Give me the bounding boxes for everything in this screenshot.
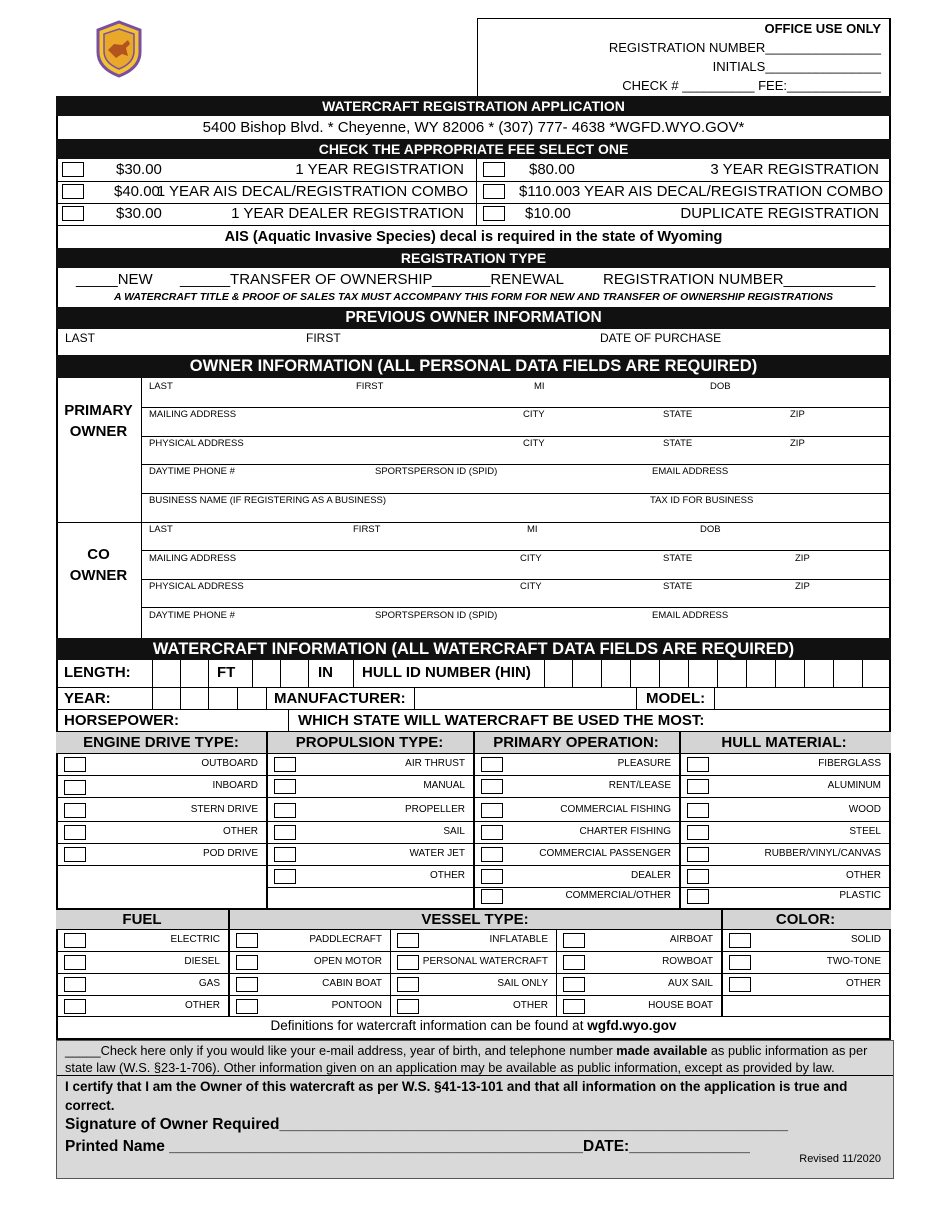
public-info-text: _____Check here only if you would like your e-mail address, year of birth, and telephone number bbox=[65, 1043, 617, 1058]
vessel-option-house-boat[interactable] bbox=[557, 996, 721, 1018]
option-label: TWO-TONE bbox=[826, 956, 881, 967]
primary-physical-field[interactable]: PHYSICAL ADDRESS bbox=[149, 438, 244, 449]
propulsion-heading: PROPULSION TYPE: bbox=[295, 734, 444, 751]
primary-owner-label-1: PRIMARY bbox=[64, 402, 133, 419]
vessel-option-paddlecraft[interactable] bbox=[230, 930, 390, 952]
engine-outboard-checkbox[interactable] bbox=[64, 757, 86, 772]
option-label: ROWBOAT bbox=[662, 956, 713, 967]
model-label: MODEL: bbox=[646, 690, 706, 707]
primary-dob-field[interactable]: DOB bbox=[710, 381, 731, 392]
co-physical-city[interactable]: CITY bbox=[520, 581, 542, 592]
printed-name-date-line[interactable]: Printed Name ________________________________________________DATE:______________ bbox=[65, 1138, 750, 1155]
option-label: WOOD bbox=[848, 804, 881, 815]
option-label: ALUMINUM bbox=[827, 780, 881, 791]
prev-owner-date-label: DATE OF PURCHASE bbox=[600, 331, 722, 345]
public-info-text-2: as public information as per state law (W.S. §23-1-706). Other information given on an application may be available as public information, except as provided by law. bbox=[65, 1043, 868, 1075]
color-other-checkbox[interactable] bbox=[729, 977, 751, 992]
propulsion-manual-checkbox[interactable] bbox=[274, 779, 296, 794]
option-label: COMMERCIAL/OTHER bbox=[565, 890, 671, 901]
fee-option-1yr-ais[interactable] bbox=[56, 181, 476, 203]
fee-heading: CHECK THE APPROPRIATE FEE SELECT ONE bbox=[56, 139, 891, 159]
operation-option-dealer[interactable] bbox=[475, 866, 679, 888]
option-label: STERN DRIVE bbox=[190, 804, 258, 815]
co-owner-label-2: OWNER bbox=[69, 567, 128, 584]
hin-label: HULL ID NUMBER (HIN) bbox=[362, 664, 531, 681]
option-label: FIBERGLASS bbox=[818, 758, 881, 769]
fee-1yr-ais-checkbox[interactable] bbox=[62, 184, 84, 199]
engine-option-other[interactable] bbox=[58, 822, 266, 844]
propulsion-option-manual[interactable] bbox=[268, 776, 473, 798]
color-solid-checkbox[interactable] bbox=[729, 933, 751, 948]
color-two-tone-checkbox[interactable] bbox=[729, 955, 751, 970]
engine-option-pod[interactable] bbox=[58, 844, 266, 866]
vessel-option-rowboat[interactable] bbox=[557, 952, 721, 974]
co-physical-state[interactable]: STATE bbox=[663, 581, 693, 592]
office-reg-number: REGISTRATION NUMBER________________ bbox=[608, 40, 881, 55]
option-label: WATER JET bbox=[409, 848, 465, 859]
manufacturer-label: MANUFACTURER: bbox=[274, 690, 406, 707]
horsepower-label: HORSEPOWER: bbox=[64, 712, 180, 729]
color-heading: COLOR: bbox=[775, 911, 836, 928]
fee-label: 1 YEAR DEALER REGISTRATION bbox=[231, 205, 464, 222]
option-label: SOLID bbox=[850, 934, 881, 945]
ft-label: FT bbox=[217, 664, 236, 681]
primary-spid-field[interactable]: SPORTSPERSON ID (SPID) bbox=[375, 466, 498, 477]
fuel-electric-checkbox[interactable] bbox=[64, 933, 86, 948]
vessel-option-other[interactable] bbox=[391, 996, 556, 1018]
propulsion-option-other[interactable] bbox=[268, 866, 473, 888]
propulsion-option-sail[interactable] bbox=[268, 822, 473, 844]
fee-3yr-checkbox[interactable] bbox=[483, 162, 505, 177]
vessel-airboat-checkbox[interactable] bbox=[563, 933, 585, 948]
operation-option-comm-other[interactable] bbox=[475, 886, 679, 908]
option-label: PLASTIC bbox=[839, 890, 881, 901]
hull-aluminum-checkbox[interactable] bbox=[687, 779, 709, 794]
primary-owner-label-2: OWNER bbox=[69, 423, 128, 440]
propulsion-sail-checkbox[interactable] bbox=[274, 825, 296, 840]
vessel-cabin-checkbox[interactable] bbox=[236, 977, 258, 992]
in-label: IN bbox=[318, 664, 333, 681]
office-use-box bbox=[477, 18, 891, 96]
hull-option-wood[interactable] bbox=[681, 800, 889, 822]
hull-heading: HULL MATERIAL: bbox=[721, 734, 847, 751]
hull-option-steel[interactable] bbox=[681, 822, 889, 844]
engine-option-inboard[interactable] bbox=[58, 776, 266, 798]
reg-type-reg-number[interactable]: REGISTRATION NUMBER___________ bbox=[603, 271, 876, 288]
primary-physical-state[interactable]: STATE bbox=[663, 438, 693, 449]
option-label: OTHER bbox=[846, 978, 881, 989]
option-label: DEALER bbox=[630, 870, 671, 881]
vessel-other-checkbox[interactable] bbox=[397, 999, 419, 1014]
reg-type-renewal[interactable]: _______RENEWAL bbox=[432, 271, 565, 288]
fee-option-1yr[interactable] bbox=[56, 159, 476, 181]
hull-option-rubber[interactable] bbox=[681, 844, 889, 866]
propulsion-option-propeller[interactable] bbox=[268, 800, 473, 822]
fee-option-3yr-ais[interactable] bbox=[477, 181, 891, 203]
hull-fiberglass-checkbox[interactable] bbox=[687, 757, 709, 772]
operation-option-pleasure[interactable] bbox=[475, 754, 679, 776]
co-mailing-field[interactable]: MAILING ADDRESS bbox=[149, 553, 237, 564]
engine-inboard-checkbox[interactable] bbox=[64, 780, 86, 795]
vessel-option-inflatable[interactable] bbox=[391, 930, 556, 952]
co-mailing-state[interactable]: STATE bbox=[663, 553, 693, 564]
fuel-gas-checkbox[interactable] bbox=[64, 977, 86, 992]
primary-physical-zip[interactable]: ZIP bbox=[790, 438, 805, 449]
propulsion-option-air[interactable] bbox=[268, 754, 473, 776]
option-label: PONTOON bbox=[331, 1000, 382, 1011]
fee-label: 1 YEAR AIS DECAL/REGISTRATION COMBO bbox=[156, 183, 468, 200]
option-label: OUTBOARD bbox=[201, 758, 258, 769]
vessel-open-motor-checkbox[interactable] bbox=[236, 955, 258, 970]
primary-first-field[interactable]: FIRST bbox=[356, 381, 384, 392]
public-info-bold: made available bbox=[616, 1043, 708, 1058]
operation-comm-fishing-checkbox[interactable] bbox=[481, 803, 503, 818]
reg-type-heading: REGISTRATION TYPE bbox=[56, 248, 891, 268]
fuel-diesel-checkbox[interactable] bbox=[64, 955, 86, 970]
prev-owner-first-label: FIRST bbox=[306, 331, 341, 345]
hull-steel-checkbox[interactable] bbox=[687, 825, 709, 840]
propulsion-air-checkbox[interactable] bbox=[274, 757, 296, 772]
co-first-field[interactable]: FIRST bbox=[353, 524, 381, 535]
option-label: OTHER bbox=[223, 826, 258, 837]
fuel-option-other[interactable] bbox=[58, 996, 228, 1018]
option-label: OTHER bbox=[846, 870, 881, 881]
option-label: PROPELLER bbox=[404, 804, 465, 815]
prev-owner-last-label: LAST bbox=[65, 331, 96, 345]
fee-1yr-checkbox[interactable] bbox=[62, 162, 84, 177]
option-label: AIRBOAT bbox=[669, 934, 713, 945]
operation-option-rent[interactable] bbox=[475, 776, 679, 798]
vessel-heading: VESSEL TYPE: bbox=[421, 911, 529, 928]
option-label: INBOARD bbox=[212, 780, 258, 791]
operation-option-passenger[interactable] bbox=[475, 844, 679, 866]
fee-price: $80.00 bbox=[529, 161, 575, 178]
co-phone-field[interactable]: DAYTIME PHONE # bbox=[149, 610, 235, 621]
option-label: PLEASURE bbox=[617, 758, 671, 769]
option-label: HOUSE BOAT bbox=[648, 1000, 713, 1011]
propulsion-propeller-checkbox[interactable] bbox=[274, 803, 296, 818]
vessel-paddlecraft-checkbox[interactable] bbox=[236, 933, 258, 948]
color-option-solid[interactable] bbox=[723, 930, 889, 952]
fee-price: $30.00 bbox=[116, 205, 162, 222]
length-row bbox=[56, 660, 891, 688]
owner-heading: OWNER INFORMATION (ALL PERSONAL DATA FIELDS ARE REQUIRED) bbox=[56, 355, 891, 378]
fuel-option-gas[interactable] bbox=[58, 974, 228, 996]
operation-passenger-checkbox[interactable] bbox=[481, 847, 503, 862]
co-email-field[interactable]: EMAIL ADDRESS bbox=[652, 610, 729, 621]
primary-mailing-zip[interactable]: ZIP bbox=[790, 409, 805, 420]
tax-id-field[interactable]: TAX ID FOR BUSINESS bbox=[650, 495, 754, 506]
fee-label: 3 YEAR REGISTRATION bbox=[710, 161, 879, 178]
hull-option-aluminum[interactable] bbox=[681, 776, 889, 798]
vessel-option-cabin[interactable] bbox=[230, 974, 390, 996]
operation-option-comm-fishing[interactable] bbox=[475, 800, 679, 822]
signature-line[interactable]: Signature of Owner Required___________________________________________________________ bbox=[65, 1116, 789, 1133]
option-label: ELECTRIC bbox=[170, 934, 220, 945]
propulsion-option-jet[interactable] bbox=[268, 844, 473, 866]
year-label: YEAR: bbox=[64, 690, 111, 707]
co-spid-field[interactable]: SPORTSPERSON ID (SPID) bbox=[375, 610, 498, 621]
primary-last-field[interactable]: LAST bbox=[149, 381, 173, 392]
option-label: AUX SAIL bbox=[667, 978, 713, 989]
reg-type-new[interactable]: _____NEW bbox=[76, 271, 153, 288]
fuel-other-checkbox[interactable] bbox=[64, 999, 86, 1014]
vessel-pontoon-checkbox[interactable] bbox=[236, 999, 258, 1014]
office-initials: INITIALS________________ bbox=[712, 59, 881, 74]
certify-statement: I certify that I am the Owner of this watercraft as per W.S. §41-13-101 and that all information on the application is true and correct. bbox=[65, 1079, 848, 1113]
option-label: OTHER bbox=[430, 870, 465, 881]
engine-heading: ENGINE DRIVE TYPE: bbox=[83, 734, 239, 751]
engine-other-checkbox[interactable] bbox=[64, 825, 86, 840]
vessel-rowboat-checkbox[interactable] bbox=[563, 955, 585, 970]
fee-option-1yr-dealer[interactable] bbox=[56, 203, 476, 225]
co-mailing-zip[interactable]: ZIP bbox=[795, 553, 810, 564]
fee-label: 3 YEAR AIS DECAL/REGISTRATION COMBO bbox=[571, 183, 883, 200]
engine-option-outboard[interactable] bbox=[58, 754, 266, 776]
office-check-fee: CHECK # __________ FEE:_____________ bbox=[622, 78, 881, 93]
fee-3yr-ais-checkbox[interactable] bbox=[483, 184, 505, 199]
fee-label: 1 YEAR REGISTRATION bbox=[295, 161, 464, 178]
vessel-house-boat-checkbox[interactable] bbox=[563, 999, 585, 1014]
primary-mailing-field[interactable]: MAILING ADDRESS bbox=[149, 409, 237, 420]
hull-option-other[interactable] bbox=[681, 866, 889, 888]
co-dob-field[interactable]: DOB bbox=[700, 524, 721, 535]
option-label: SAIL bbox=[443, 826, 465, 837]
hull-plastic-checkbox[interactable] bbox=[687, 889, 709, 904]
color-option-other[interactable] bbox=[723, 974, 889, 996]
year-row bbox=[56, 688, 891, 710]
option-label: POD DRIVE bbox=[202, 848, 258, 859]
primary-phone-field[interactable]: DAYTIME PHONE # bbox=[149, 466, 235, 477]
fee-price: $110.00 bbox=[519, 183, 573, 200]
co-owner-label-1: CO bbox=[87, 546, 110, 563]
primary-mi-field[interactable]: MI bbox=[534, 381, 545, 392]
option-label: DIESEL bbox=[184, 956, 220, 967]
hull-option-plastic[interactable] bbox=[681, 886, 889, 908]
agency-address: 5400 Bishop Blvd. * Cheyenne, WY 82006 * (307) 777- 4638 *WGFD.WYO.GOV* bbox=[202, 119, 745, 136]
propulsion-jet-checkbox[interactable] bbox=[274, 847, 296, 862]
primary-mailing-state[interactable]: STATE bbox=[663, 409, 693, 420]
form-title: WATERCRAFT REGISTRATION APPLICATION bbox=[56, 96, 891, 116]
fee-label: DUPLICATE REGISTRATION bbox=[680, 205, 879, 222]
definitions-text: Definitions for watercraft information can be found at bbox=[270, 1018, 588, 1033]
fee-option-duplicate[interactable] bbox=[477, 203, 891, 225]
fee-options bbox=[56, 159, 891, 226]
length-label: LENGTH: bbox=[64, 664, 131, 681]
co-physical-field[interactable]: PHYSICAL ADDRESS bbox=[149, 581, 244, 592]
option-label: OPEN MOTOR bbox=[313, 956, 382, 967]
fee-option-3yr[interactable] bbox=[477, 159, 891, 181]
co-physical-zip[interactable]: ZIP bbox=[795, 581, 810, 592]
co-mi-field[interactable]: MI bbox=[527, 524, 538, 535]
state-used-label: WHICH STATE WILL WATERCRAFT BE USED THE MOST: bbox=[298, 712, 705, 729]
hull-wood-checkbox[interactable] bbox=[687, 803, 709, 818]
primary-physical-city[interactable]: CITY bbox=[523, 438, 545, 449]
primary-mailing-city[interactable]: CITY bbox=[523, 409, 545, 420]
office-use-title: OFFICE USE ONLY bbox=[764, 21, 881, 36]
fuel-option-electric[interactable] bbox=[58, 930, 228, 952]
vessel-pwc-checkbox[interactable] bbox=[397, 955, 419, 970]
vessel-option-pontoon[interactable] bbox=[230, 996, 390, 1018]
fuel-option-diesel[interactable] bbox=[58, 952, 228, 974]
engine-stern-checkbox[interactable] bbox=[64, 803, 86, 818]
prev-owner-heading: PREVIOUS OWNER INFORMATION bbox=[56, 307, 891, 329]
vessel-option-sail-only[interactable] bbox=[391, 974, 556, 996]
option-label: COMMERCIAL FISHING bbox=[560, 804, 671, 815]
operation-pleasure-checkbox[interactable] bbox=[481, 757, 503, 772]
primary-email-field[interactable]: EMAIL ADDRESS bbox=[652, 466, 729, 477]
revised-date: Revised 11/2020 bbox=[799, 1153, 881, 1165]
option-label: OTHER bbox=[185, 1000, 220, 1011]
co-last-field[interactable]: LAST bbox=[149, 524, 173, 535]
option-label: MANUAL bbox=[423, 780, 465, 791]
watercraft-heading: WATERCRAFT INFORMATION (ALL WATERCRAFT DATA FIELDS ARE REQUIRED) bbox=[56, 638, 891, 660]
propulsion-other-checkbox[interactable] bbox=[274, 869, 296, 884]
operation-comm-other-checkbox[interactable] bbox=[481, 889, 503, 904]
option-label: RENT/LEASE bbox=[608, 780, 671, 791]
ais-notice: AIS (Aquatic Invasive Species) decal is required in the state of Wyoming bbox=[224, 229, 723, 245]
reg-type-transfer[interactable]: ______TRANSFER OF OWNERSHIP bbox=[180, 271, 433, 288]
fee-price: $10.00 bbox=[525, 205, 571, 222]
color-option-two-tone[interactable] bbox=[723, 952, 889, 974]
vessel-option-airboat[interactable] bbox=[557, 930, 721, 952]
option-label: GAS bbox=[198, 978, 220, 989]
fee-price: $40.00 bbox=[114, 183, 160, 200]
hull-option-fiberglass[interactable] bbox=[681, 754, 889, 776]
operation-charter-checkbox[interactable] bbox=[481, 825, 503, 840]
vessel-option-pwc[interactable] bbox=[391, 952, 556, 974]
horsepower-row bbox=[56, 710, 891, 732]
operation-heading: PRIMARY OPERATION: bbox=[493, 734, 659, 751]
option-label: CHARTER FISHING bbox=[579, 826, 671, 837]
option-label: AIR THRUST bbox=[405, 758, 465, 769]
engine-option-stern[interactable] bbox=[58, 800, 266, 822]
hull-other-checkbox[interactable] bbox=[687, 869, 709, 884]
option-label: PADDLECRAFT bbox=[309, 934, 382, 945]
definitions-note bbox=[56, 1018, 891, 1033]
option-label: RUBBER/VINYL/CANVAS bbox=[764, 848, 881, 859]
option-label: SAIL ONLY bbox=[497, 978, 548, 989]
option-label: COMMERCIAL PASSENGER bbox=[539, 848, 671, 859]
option-label: PERSONAL WATERCRAFT bbox=[422, 956, 548, 967]
vessel-inflatable-checkbox[interactable] bbox=[397, 933, 419, 948]
option-label: CABIN BOAT bbox=[322, 978, 382, 989]
operation-rent-checkbox[interactable] bbox=[481, 779, 503, 794]
fee-price: $30.00 bbox=[116, 161, 162, 178]
vessel-option-aux-sail[interactable] bbox=[557, 974, 721, 996]
vessel-option-open-motor[interactable] bbox=[230, 952, 390, 974]
vessel-sail-only-checkbox[interactable] bbox=[397, 977, 419, 992]
certification-block bbox=[56, 1040, 894, 1179]
operation-dealer-checkbox[interactable] bbox=[481, 869, 503, 884]
business-name-field[interactable]: BUSINESS NAME (IF REGISTERING AS A BUSINESS) bbox=[149, 495, 387, 506]
hull-rubber-checkbox[interactable] bbox=[687, 847, 709, 862]
co-mailing-city[interactable]: CITY bbox=[520, 553, 542, 564]
vessel-aux-sail-checkbox[interactable] bbox=[563, 977, 585, 992]
definitions-link[interactable]: wgfd.wyo.gov bbox=[587, 1018, 677, 1033]
option-label: INFLATABLE bbox=[489, 934, 548, 945]
engine-pod-checkbox[interactable] bbox=[64, 847, 86, 862]
fuel-heading: FUEL bbox=[122, 911, 162, 928]
option-label: OTHER bbox=[513, 1000, 548, 1011]
option-label: STEEL bbox=[849, 826, 881, 837]
reg-type-note: A WATERCRAFT TITLE & PROOF OF SALES TAX MUST ACCOMPANY THIS FORM FOR NEW AND TRANSFER OF OWNERSHIP REGISTRATIONS bbox=[113, 291, 834, 303]
operation-option-charter[interactable] bbox=[475, 822, 679, 844]
public-info-consent[interactable] bbox=[65, 1042, 880, 1076]
fee-1yr-dealer-checkbox[interactable] bbox=[62, 206, 84, 221]
agency-badge-logo bbox=[92, 20, 146, 78]
fee-duplicate-checkbox[interactable] bbox=[483, 206, 505, 221]
